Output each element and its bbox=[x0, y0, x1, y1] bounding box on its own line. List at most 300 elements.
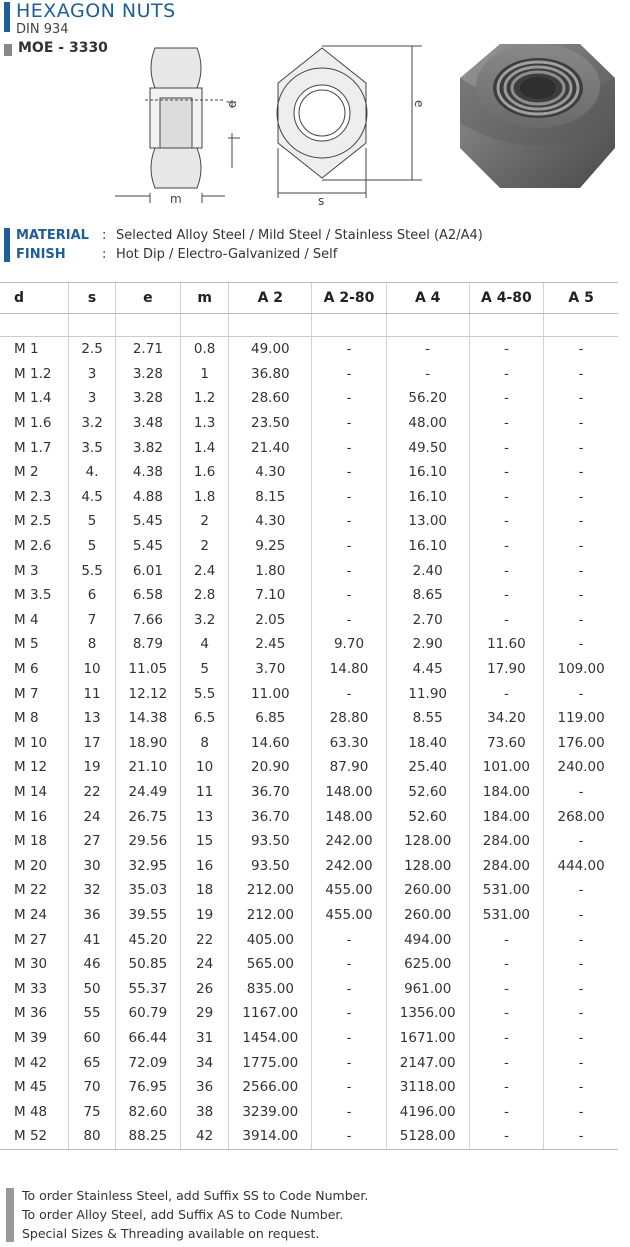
cell-s: 80 bbox=[69, 1124, 116, 1149]
table-row bbox=[0, 755, 618, 780]
table-row bbox=[0, 608, 618, 633]
cell-s: 7 bbox=[69, 608, 116, 633]
cell-a2: 6.85 bbox=[229, 706, 312, 731]
cell-s: 36 bbox=[69, 903, 116, 928]
cell-a2: 565.00 bbox=[229, 952, 312, 977]
cell-m: 38 bbox=[180, 1099, 229, 1124]
table-row bbox=[0, 632, 618, 657]
cell-s: 55 bbox=[69, 1001, 116, 1026]
cell-a5: - bbox=[544, 485, 618, 510]
cell-m: 18 bbox=[180, 878, 229, 903]
cell-d: M 48 bbox=[14, 1103, 48, 1120]
notes-accent-bar bbox=[6, 1188, 14, 1242]
cell-a2-80: - bbox=[312, 509, 387, 534]
cell-d: M 14 bbox=[14, 783, 48, 800]
cell-a2: 7.10 bbox=[229, 583, 312, 608]
cell-a2-80: 148.00 bbox=[312, 780, 387, 805]
cell-m: 6.5 bbox=[180, 706, 229, 731]
cell-m: 26 bbox=[180, 976, 229, 1001]
cell-m: 42 bbox=[180, 1124, 229, 1149]
spacer-cell bbox=[544, 314, 618, 337]
cell-d: M 1.4 bbox=[14, 390, 52, 407]
cell-a2-80: - bbox=[312, 411, 387, 436]
cell-a2: 1.80 bbox=[229, 558, 312, 583]
cell-a2-80: 87.90 bbox=[312, 755, 387, 780]
cell-a5: 109.00 bbox=[544, 657, 618, 682]
cell-a2: 405.00 bbox=[229, 927, 312, 952]
cell-s: 22 bbox=[69, 780, 116, 805]
cell-a2-80: - bbox=[312, 1001, 387, 1026]
cell-a4-80: - bbox=[469, 386, 544, 411]
product-code: MOE - 3330 bbox=[18, 40, 108, 56]
table-row bbox=[0, 362, 618, 387]
cell-m: 1.3 bbox=[180, 411, 229, 436]
table-row bbox=[0, 386, 618, 411]
note-stainless: To order Stainless Steel, add Suffix SS to Code Number. bbox=[22, 1188, 369, 1203]
cell-m: 2 bbox=[180, 534, 229, 559]
cell-e: 55.37 bbox=[115, 976, 180, 1001]
cell-m: 4 bbox=[180, 632, 229, 657]
cell-s: 4.5 bbox=[69, 485, 116, 510]
cell-a5: - bbox=[544, 1099, 618, 1124]
standard-label: DIN 934 bbox=[16, 22, 69, 37]
cell-e: 76.95 bbox=[115, 1075, 180, 1100]
cell-a2: 2.45 bbox=[229, 632, 312, 657]
finish-colon: : bbox=[102, 247, 107, 262]
cell-a2: 20.90 bbox=[229, 755, 312, 780]
cell-d: M 27 bbox=[14, 931, 48, 948]
col-header-a4-80: A 4-80 bbox=[469, 283, 544, 314]
cell-a5: - bbox=[544, 509, 618, 534]
cell-e: 29.56 bbox=[115, 829, 180, 854]
cell-a5: - bbox=[544, 681, 618, 706]
table-row bbox=[0, 1026, 618, 1051]
cell-a4: - bbox=[386, 337, 469, 362]
cell-a4: 11.90 bbox=[386, 681, 469, 706]
cell-a5: - bbox=[544, 829, 618, 854]
cell-s: 27 bbox=[69, 829, 116, 854]
cell-m: 10 bbox=[180, 755, 229, 780]
cell-d: M 2 bbox=[14, 464, 39, 481]
cell-a2-80: - bbox=[312, 558, 387, 583]
cell-s: 30 bbox=[69, 853, 116, 878]
cell-m: 1.2 bbox=[180, 386, 229, 411]
cell-e: 60.79 bbox=[115, 1001, 180, 1026]
cell-a4: 260.00 bbox=[386, 878, 469, 903]
cell-a2: 93.50 bbox=[229, 829, 312, 854]
cell-a5: 176.00 bbox=[544, 731, 618, 756]
cell-d: M 45 bbox=[14, 1079, 48, 1096]
cell-d: M 30 bbox=[14, 956, 48, 973]
product-header bbox=[0, 0, 630, 215]
cell-a2: 2.05 bbox=[229, 608, 312, 633]
cell-m: 1.6 bbox=[180, 460, 229, 485]
cell-a2-80: 9.70 bbox=[312, 632, 387, 657]
table-row bbox=[0, 411, 618, 436]
cell-s: 50 bbox=[69, 976, 116, 1001]
spacer-cell bbox=[312, 314, 387, 337]
cell-a2: 4.30 bbox=[229, 460, 312, 485]
cell-a4: 52.60 bbox=[386, 804, 469, 829]
cell-a2: 3914.00 bbox=[229, 1124, 312, 1149]
table-body bbox=[0, 314, 618, 1150]
cell-a4-80: 531.00 bbox=[469, 903, 544, 928]
cell-a2-80: 14.80 bbox=[312, 657, 387, 682]
cell-d: M 52 bbox=[0, 1124, 69, 1149]
cell-m: 2.8 bbox=[180, 583, 229, 608]
table-row bbox=[0, 337, 618, 362]
cell-a5: - bbox=[544, 903, 618, 928]
cell-a4-80: - bbox=[469, 534, 544, 559]
cell-a5: - bbox=[544, 386, 618, 411]
cell-s: 3 bbox=[69, 386, 116, 411]
code-marker bbox=[4, 44, 12, 56]
cell-s: 65 bbox=[69, 1050, 116, 1075]
cell-a5: - bbox=[544, 1026, 618, 1051]
cell-a5: 119.00 bbox=[544, 706, 618, 731]
cell-a4: 16.10 bbox=[386, 460, 469, 485]
material-value: Selected Alloy Steel / Mild Steel / Stainless Steel (A2/A4) bbox=[116, 228, 483, 243]
cell-s: 70 bbox=[69, 1075, 116, 1100]
cell-d: M 1.6 bbox=[14, 415, 52, 432]
cell-s: 10 bbox=[69, 657, 116, 682]
cell-e: 35.03 bbox=[115, 878, 180, 903]
cell-e: 88.25 bbox=[115, 1124, 180, 1149]
table-row bbox=[0, 780, 618, 805]
cell-a4-80: - bbox=[469, 435, 544, 460]
technical-drawing bbox=[100, 38, 430, 208]
cell-a2: 36.70 bbox=[229, 804, 312, 829]
table-header-row bbox=[0, 283, 618, 314]
table-row bbox=[0, 1001, 618, 1026]
note-special: Special Sizes & Threading available on request. bbox=[22, 1226, 320, 1241]
cell-s: 17 bbox=[69, 731, 116, 756]
spacer-cell bbox=[69, 314, 116, 337]
cell-a2-80: - bbox=[312, 1050, 387, 1075]
cell-d: M 1 bbox=[14, 341, 39, 358]
cell-a5: - bbox=[544, 1124, 618, 1149]
cell-d: M 2.6 bbox=[14, 538, 52, 555]
cell-a4: 4196.00 bbox=[386, 1099, 469, 1124]
cell-a2-80: 148.00 bbox=[312, 804, 387, 829]
cell-a4-80: 101.00 bbox=[469, 755, 544, 780]
cell-a5: - bbox=[544, 1075, 618, 1100]
cell-a2-80: - bbox=[312, 337, 387, 362]
finish-value: Hot Dip / Electro-Galvanized / Self bbox=[116, 247, 338, 262]
table-row bbox=[0, 558, 618, 583]
cell-a4-80: - bbox=[469, 411, 544, 436]
cell-a2: 28.60 bbox=[229, 386, 312, 411]
cell-m: 36 bbox=[180, 1075, 229, 1100]
table-row bbox=[0, 976, 618, 1001]
cell-s: 3 bbox=[69, 362, 116, 387]
cell-a4: 961.00 bbox=[386, 976, 469, 1001]
col-header-a4: A 4 bbox=[386, 283, 469, 314]
cell-a4: 13.00 bbox=[386, 509, 469, 534]
cell-m: 16 bbox=[180, 853, 229, 878]
finish-label: FINISH bbox=[16, 247, 66, 262]
cell-s: 6 bbox=[69, 583, 116, 608]
table-row bbox=[0, 853, 618, 878]
cell-a4: - bbox=[386, 362, 469, 387]
order-notes bbox=[0, 1186, 630, 1244]
cell-a5: - bbox=[544, 362, 618, 387]
cell-a4: 1356.00 bbox=[386, 1001, 469, 1026]
cell-e: 5.45 bbox=[115, 534, 180, 559]
cell-m: 1.8 bbox=[180, 485, 229, 510]
table-row bbox=[0, 927, 618, 952]
material-colon: : bbox=[102, 228, 107, 243]
cell-e: 18.90 bbox=[115, 731, 180, 756]
cell-a4: 49.50 bbox=[386, 435, 469, 460]
cell-a2: 21.40 bbox=[229, 435, 312, 460]
table-row bbox=[0, 706, 618, 731]
table-row bbox=[0, 878, 618, 903]
cell-a2: 1775.00 bbox=[229, 1050, 312, 1075]
cell-a2-80: - bbox=[312, 1099, 387, 1124]
table-spacer-row bbox=[0, 314, 618, 337]
col-header-a5: A 5 bbox=[544, 283, 618, 314]
cell-a2-80: - bbox=[312, 1026, 387, 1051]
cell-a4-80: 184.00 bbox=[469, 804, 544, 829]
cell-d: M 5 bbox=[14, 636, 39, 653]
col-header-m: m bbox=[180, 283, 229, 314]
cell-s: 24 bbox=[69, 804, 116, 829]
cell-m: 31 bbox=[180, 1026, 229, 1051]
table-row bbox=[0, 485, 618, 510]
cell-a2: 11.00 bbox=[229, 681, 312, 706]
cell-m: 5 bbox=[180, 657, 229, 682]
cell-e: 26.75 bbox=[115, 804, 180, 829]
cell-e: 4.88 bbox=[115, 485, 180, 510]
cell-d: M 4 bbox=[14, 611, 39, 628]
cell-m: 29 bbox=[180, 1001, 229, 1026]
table-row bbox=[0, 509, 618, 534]
cell-a2: 9.25 bbox=[229, 534, 312, 559]
cell-s: 41 bbox=[69, 927, 116, 952]
cell-e: 32.95 bbox=[115, 853, 180, 878]
cell-a4-80: - bbox=[469, 558, 544, 583]
cell-a5: - bbox=[544, 534, 618, 559]
cell-a2: 212.00 bbox=[229, 903, 312, 928]
title-accent-bar bbox=[4, 2, 10, 32]
cell-e: 24.49 bbox=[115, 780, 180, 805]
cell-d: M 22 bbox=[14, 882, 48, 899]
cell-s: 46 bbox=[69, 952, 116, 977]
table-row bbox=[0, 681, 618, 706]
cell-m: 19 bbox=[180, 903, 229, 928]
table-row bbox=[0, 435, 618, 460]
cell-m: 34 bbox=[180, 1050, 229, 1075]
cell-a2: 835.00 bbox=[229, 976, 312, 1001]
cell-d: M 3.5 bbox=[14, 587, 52, 604]
cell-a5: - bbox=[544, 878, 618, 903]
cell-e: 3.28 bbox=[115, 386, 180, 411]
cell-m: 0.8 bbox=[180, 337, 229, 362]
cell-e: 11.05 bbox=[115, 657, 180, 682]
cell-a2-80: - bbox=[312, 952, 387, 977]
material-label: MATERIAL bbox=[16, 228, 89, 243]
col-header-a2-80: A 2-80 bbox=[312, 283, 387, 314]
cell-a2: 36.70 bbox=[229, 780, 312, 805]
dimensions-price-table bbox=[0, 282, 618, 1150]
cell-m: 11 bbox=[180, 780, 229, 805]
cell-a5: - bbox=[544, 1001, 618, 1026]
cell-s: 8 bbox=[69, 632, 116, 657]
cell-a4-80: 34.20 bbox=[469, 706, 544, 731]
cell-a5: - bbox=[544, 337, 618, 362]
cell-a2-80: - bbox=[312, 1075, 387, 1100]
table-row bbox=[0, 583, 618, 608]
cell-e: 72.09 bbox=[115, 1050, 180, 1075]
cell-a4-80: - bbox=[469, 509, 544, 534]
cell-s: 5.5 bbox=[69, 558, 116, 583]
cell-e: 8.79 bbox=[115, 632, 180, 657]
cell-m: 1 bbox=[180, 362, 229, 387]
cell-e: 39.55 bbox=[115, 903, 180, 928]
cell-a5: - bbox=[544, 976, 618, 1001]
front-view-drawing bbox=[277, 46, 422, 198]
cell-a4-80: - bbox=[469, 1026, 544, 1051]
table-row bbox=[0, 1075, 618, 1100]
cell-a5: - bbox=[544, 583, 618, 608]
cell-e: 4.38 bbox=[115, 460, 180, 485]
cell-d: M 36 bbox=[14, 1005, 48, 1022]
cell-a2-80: - bbox=[312, 583, 387, 608]
cell-m: 3.2 bbox=[180, 608, 229, 633]
cell-a4-80: - bbox=[469, 362, 544, 387]
cell-a4-80: 73.60 bbox=[469, 731, 544, 756]
cell-a5: - bbox=[544, 435, 618, 460]
cell-a4-80: 284.00 bbox=[469, 853, 544, 878]
cell-a5: - bbox=[544, 927, 618, 952]
note-alloy: To order Alloy Steel, add Suffix AS to Code Number. bbox=[22, 1207, 344, 1222]
cell-s: 4. bbox=[69, 460, 116, 485]
table-row bbox=[0, 1099, 618, 1124]
spacer-cell bbox=[115, 314, 180, 337]
cell-a2: 8.15 bbox=[229, 485, 312, 510]
cell-a4-80: - bbox=[469, 1050, 544, 1075]
spacer-cell bbox=[469, 314, 544, 337]
cell-a2: 212.00 bbox=[229, 878, 312, 903]
cell-a2: 2566.00 bbox=[229, 1075, 312, 1100]
cell-m: 15 bbox=[180, 829, 229, 854]
cell-a5: - bbox=[544, 780, 618, 805]
cell-a5: - bbox=[544, 460, 618, 485]
cell-d: M 8 bbox=[14, 710, 39, 727]
cell-a4-80: - bbox=[469, 1124, 544, 1149]
cell-a5: - bbox=[544, 558, 618, 583]
cell-a2-80: - bbox=[312, 534, 387, 559]
cell-a2-80: - bbox=[312, 608, 387, 633]
cell-a5: - bbox=[544, 1050, 618, 1075]
cell-a2-80: 63.30 bbox=[312, 731, 387, 756]
cell-a2: 14.60 bbox=[229, 731, 312, 756]
dimension-label-e: e bbox=[412, 100, 426, 108]
cell-a5: - bbox=[544, 608, 618, 633]
cell-a4: 8.55 bbox=[386, 706, 469, 731]
cell-d: M 24 bbox=[14, 906, 48, 923]
cell-d: M 3 bbox=[14, 562, 39, 579]
cell-d: M 6 bbox=[14, 661, 39, 678]
cell-a4: 48.00 bbox=[386, 411, 469, 436]
cell-a2-80: - bbox=[312, 435, 387, 460]
cell-e: 66.44 bbox=[115, 1026, 180, 1051]
cell-a4: 2.40 bbox=[386, 558, 469, 583]
table-row bbox=[0, 731, 618, 756]
cell-m: 8 bbox=[180, 731, 229, 756]
cell-d: M 16 bbox=[14, 808, 48, 825]
cell-e: 82.60 bbox=[115, 1099, 180, 1124]
cell-a5: 240.00 bbox=[544, 755, 618, 780]
cell-a2-80: - bbox=[312, 681, 387, 706]
page-title: HEXAGON NUTS bbox=[16, 0, 176, 22]
cell-d: M 18 bbox=[14, 833, 48, 850]
cell-a4-80: - bbox=[469, 976, 544, 1001]
cell-e: 12.12 bbox=[115, 681, 180, 706]
cell-m: 24 bbox=[180, 952, 229, 977]
cell-a2: 93.50 bbox=[229, 853, 312, 878]
cell-s: 3.2 bbox=[69, 411, 116, 436]
cell-a4: 625.00 bbox=[386, 952, 469, 977]
cell-s: 5 bbox=[69, 534, 116, 559]
cell-e: 6.58 bbox=[115, 583, 180, 608]
cell-s: 32 bbox=[69, 878, 116, 903]
cell-a4-80: - bbox=[469, 583, 544, 608]
cell-a4-80: 17.90 bbox=[469, 657, 544, 682]
cell-e: 21.10 bbox=[115, 755, 180, 780]
spacer-cell bbox=[386, 314, 469, 337]
cell-e: 3.82 bbox=[115, 435, 180, 460]
cell-a4: 2.90 bbox=[386, 632, 469, 657]
cell-a4: 8.65 bbox=[386, 583, 469, 608]
cell-a2: 36.80 bbox=[229, 362, 312, 387]
cell-a5: - bbox=[544, 632, 618, 657]
dimension-label-s: s bbox=[318, 194, 325, 208]
cell-a4: 128.00 bbox=[386, 853, 469, 878]
cell-a4-80: - bbox=[469, 608, 544, 633]
cell-a4: 52.60 bbox=[386, 780, 469, 805]
col-header-s: s bbox=[69, 283, 116, 314]
cell-a2: 49.00 bbox=[229, 337, 312, 362]
cell-d: M 12 bbox=[14, 759, 48, 776]
cell-s: 19 bbox=[69, 755, 116, 780]
cell-a2: 3.70 bbox=[229, 657, 312, 682]
cell-a4: 494.00 bbox=[386, 927, 469, 952]
table-row bbox=[0, 534, 618, 559]
cell-s: 3.5 bbox=[69, 435, 116, 460]
cell-a4-80: 284.00 bbox=[469, 829, 544, 854]
cell-m: 2 bbox=[180, 509, 229, 534]
cell-a4-80: 11.60 bbox=[469, 632, 544, 657]
cell-a4-80: - bbox=[469, 681, 544, 706]
cell-d: M 2.5 bbox=[14, 513, 52, 530]
cell-s: 5 bbox=[69, 509, 116, 534]
table-row bbox=[0, 804, 618, 829]
cell-a4-80: - bbox=[469, 927, 544, 952]
cell-a2-80: - bbox=[312, 1124, 387, 1149]
spacer-cell bbox=[180, 314, 229, 337]
cell-a4-80: 531.00 bbox=[469, 878, 544, 903]
cell-a2: 23.50 bbox=[229, 411, 312, 436]
col-header-a2: A 2 bbox=[229, 283, 312, 314]
cell-d: M 42 bbox=[14, 1054, 48, 1071]
cell-a2: 1167.00 bbox=[229, 1001, 312, 1026]
cell-a2: 3239.00 bbox=[229, 1099, 312, 1124]
cell-a4: 2147.00 bbox=[386, 1050, 469, 1075]
cell-a2-80: - bbox=[312, 976, 387, 1001]
cell-m: 13 bbox=[180, 804, 229, 829]
